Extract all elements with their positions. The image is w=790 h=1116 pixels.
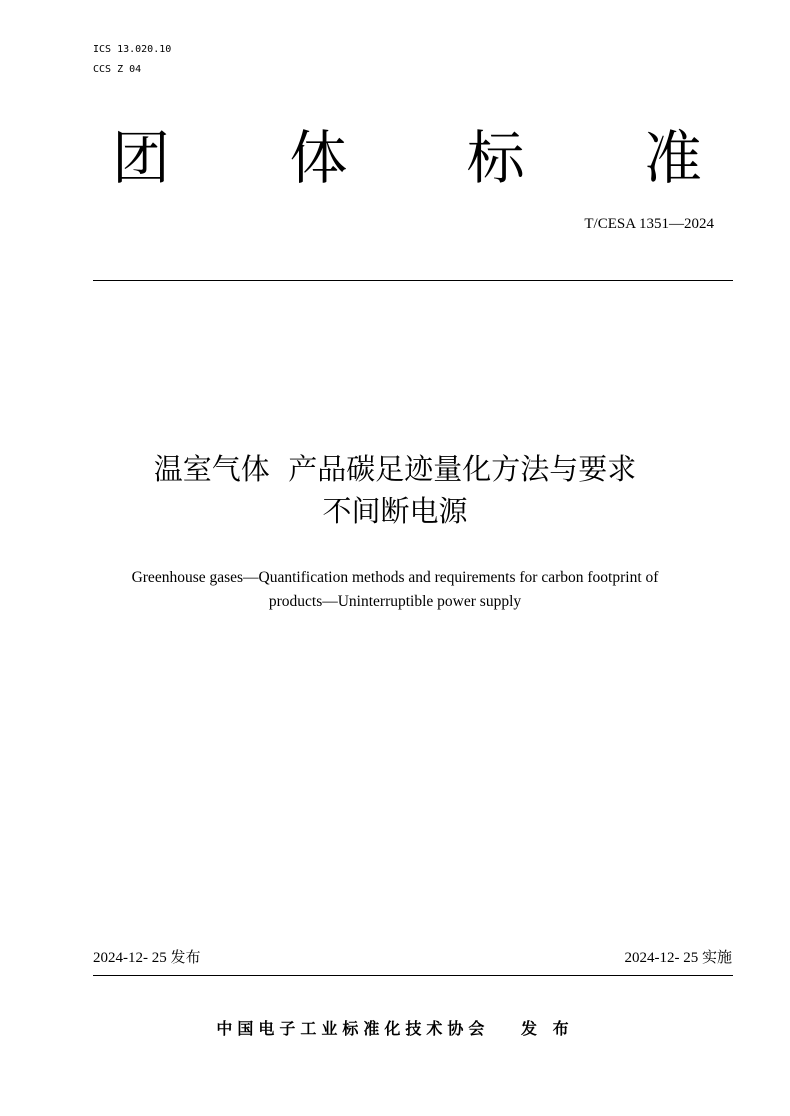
chinese-title (40, 448, 750, 532)
standard-type-char: 体 (289, 124, 348, 192)
bottom-divider (93, 975, 733, 976)
english-title (40, 566, 750, 614)
issue-date: 2024-12- 25 发布 (93, 950, 201, 966)
english-title-line: products—Uninterruptible power supply (268, 593, 522, 610)
implementation-date: 2024-12- 25 实施 (624, 950, 732, 966)
standard-type-char: 团 (112, 124, 171, 192)
standard-type-char: 准 (643, 124, 702, 192)
chinese-title-line: 温室气体 产品碳足迹量化方法与要求 (153, 452, 637, 486)
standard-type-heading (112, 118, 702, 198)
publisher: 中国电子工业标准化技术协会 发 布 (216, 1019, 574, 1038)
english-title-line: Greenhouse gases—Quantification methods and requirements for carbon footprint of (131, 569, 659, 586)
classification-codes (93, 40, 171, 80)
standard-type-char: 标 (466, 124, 525, 192)
chinese-title-line: 不间断电源 (322, 494, 468, 528)
top-divider (93, 280, 733, 281)
ics-code: ICS 13.020.10 (93, 44, 172, 55)
ccs-code: CCS Z 04 (93, 64, 142, 75)
standard-number: T/CESA 1351—2024 (584, 216, 714, 232)
